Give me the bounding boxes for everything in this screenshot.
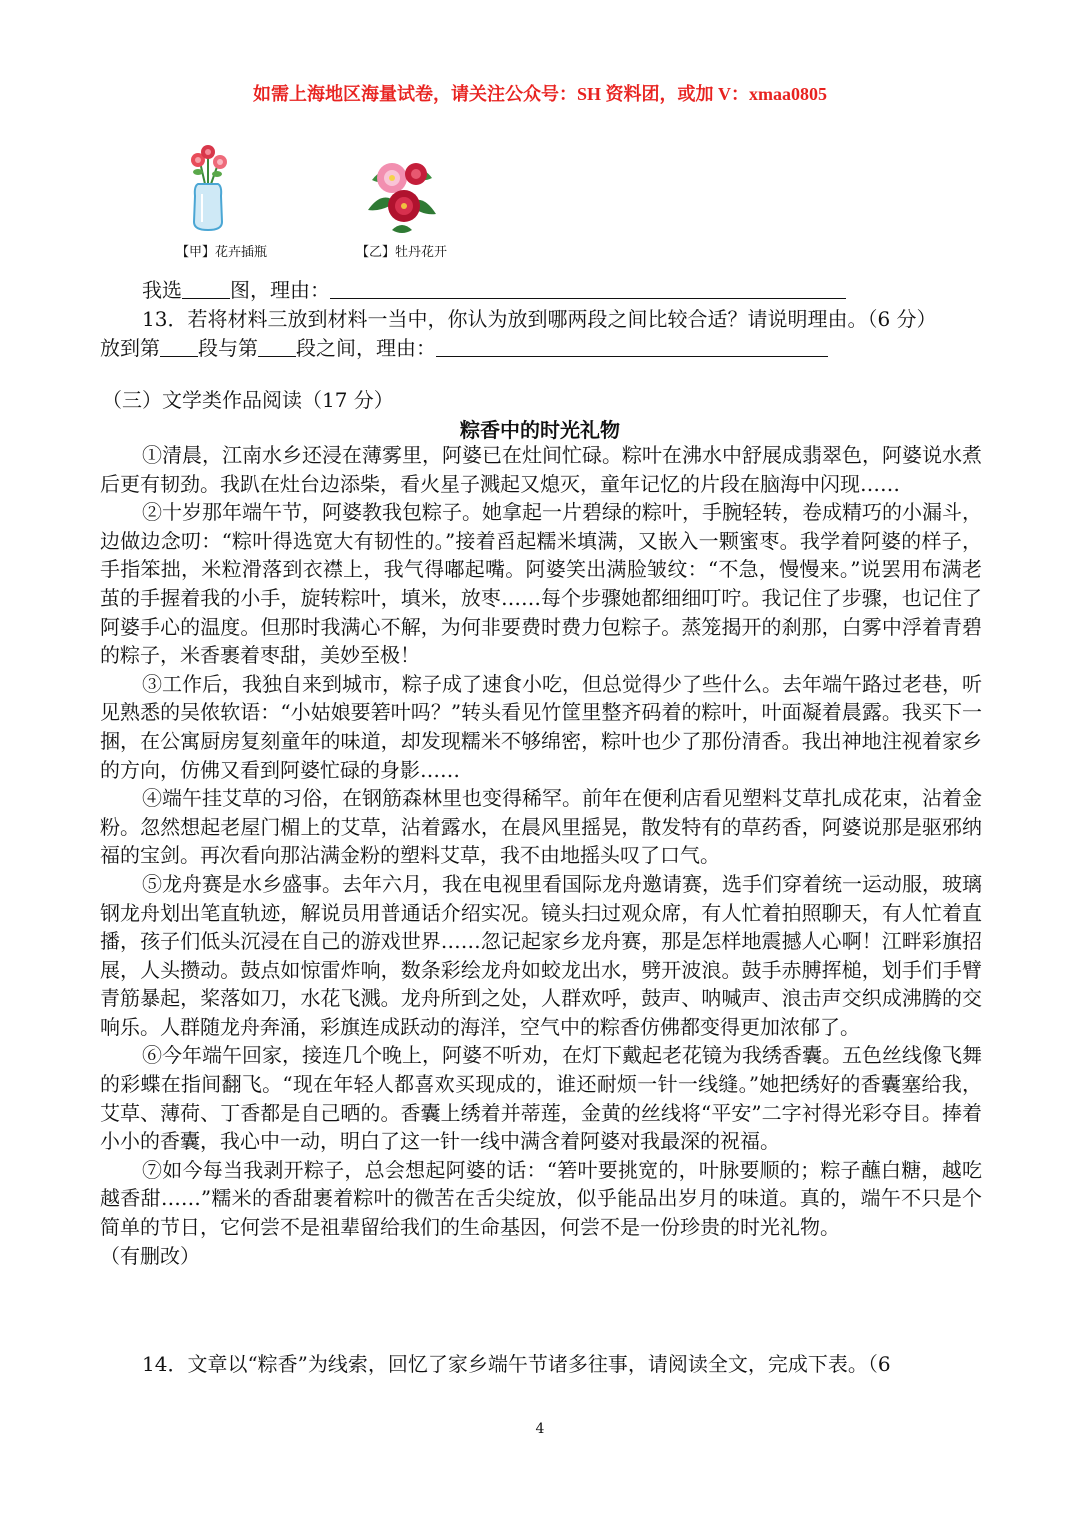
q12-middle: 图，理由： bbox=[230, 278, 330, 302]
section-heading: （三）文学类作品阅读（17 分） bbox=[102, 388, 394, 412]
article-paragraph-3: ③工作后，我独自来到城市，粽子成了速食小吃，但总觉得少了些什么。去年端午路过老巷，听见熟悉的吴侬软语：“小姑娘要箬叶吗？”转头看见竹筐里整齐码着的粽叶，叶面凝着晨露。我买下一捆，在公寓厨房复刻童年的味道，却发现糯米不够绵密，粽叶也少了那份清香。我出神地注视着家乡的方向，仿佛又看到阿婆忙碌的身影…… bbox=[100, 671, 982, 782]
article-paragraph-5: ⑤龙舟赛是水乡盛事。去年六月，我在电视里看国际龙舟邀请赛，选手们穿着统一运动服，玻璃钢龙舟划出笔直轨迹，解说员用普通话介绍实况。镜头扫过观众席，有人忙着拍照聊天，有人忙着直播，孩子们低头沉浸在自己的游戏世界……忽记起家乡龙舟赛，那是怎样地震撼人心啊！江畔彩旗招展，人头攒动。鼓点如惊雷炸响，数条彩绘龙舟如蛟龙出水，劈开波浪。鼓手赤膊挥槌，划手们手臂青筋暴起，桨落如刀，水花飞溅。龙舟所到之处，人群欢呼，鼓声、呐喊声、浪击声交织成沸腾的交响乐。人群随龙舟奔涌，彩旗连成跃动的海洋，空气中的粽香仿佛都变得更加浓郁了。 bbox=[100, 871, 982, 1039]
figure-caption-yi: 【乙】牡丹花开 bbox=[356, 245, 448, 260]
q12-prefix: 我选 bbox=[142, 278, 182, 302]
q12-choice-blank[interactable] bbox=[182, 278, 230, 299]
article-paragraph-6: ⑥今年端午回家，接连几个晚上，阿婆不听劝，在灯下戴起老花镜为我绣香囊。五色丝线像飞舞的彩蝶在指间翻飞。“现在年轻人都喜欢买现成的，谁还耐烦一针一线缝。”她把绣好的香囊塞给我，艾草、薄荷、丁香都是自己晒的。香囊上绣着并蒂莲，金黄的丝线将“平安”二字衬得光彩夺目。捧着小小的香囊，我心中一动，明白了这一针一线中满含着阿婆对我最深的祝福。 bbox=[100, 1043, 982, 1154]
q13-first-blank[interactable] bbox=[160, 336, 198, 357]
article-paragraph-1: ①清晨，江南水乡还浸在薄雾里，阿婆已在灶间忙碌。粽叶在沸水中舒展成翡翠色，阿婆说水煮后更有韧劲。我趴在灶台边添柴，看火星子溅起又熄灭，童年记忆的片段在脑海中闪现…… bbox=[100, 443, 982, 496]
q13-reason-blank[interactable] bbox=[436, 336, 828, 357]
q13-answer-prefix: 放到第 bbox=[100, 336, 160, 360]
figure-caption-jia: 【甲】花卉插瓶 bbox=[176, 245, 268, 260]
q13-second-blank[interactable] bbox=[258, 336, 296, 357]
header-notice: 如需上海地区海量试卷，请关注公众号：SH 资料团，或加 V：xmaa0805 bbox=[252, 84, 827, 104]
article-paragraph-4: ④端午挂艾草的习俗，在钢筋森林里也变得稀罕。前年在便利店看见塑料艾草扎成花束，沾着金粉。忽然想起老屋门楣上的艾草，沾着露水，在晨风里摇晃，散发特有的草药香，阿婆说那是驱邪纳福的宝剑。再次看向那沾满金粉的塑料艾草，我不由地摇头叹了口气。 bbox=[100, 786, 982, 868]
q12-reason-blank[interactable] bbox=[330, 278, 846, 299]
q13-question: 13．若将材料三放到材料一当中，你认为放到哪两段之间比较合适？请说明理由。（6 分） bbox=[142, 307, 937, 331]
page-number: 4 bbox=[535, 1421, 545, 1437]
article-note: （有删改） bbox=[100, 1243, 200, 1268]
q13-answer-mid1: 段与第 bbox=[198, 336, 258, 360]
article-paragraph-2: ②十岁那年端午节，阿婆教我包粽子。她拿起一片碧绿的粽叶，手腕轻转，卷成精巧的小漏斗，边做边念叨：“粽叶得选宽大有韧性的。”接着舀起糯米填满，又嵌入一颗蜜枣。我学着阿婆的样子，手指笨拙，米粒滑落到衣襟上，我气得嘟起嘴。阿婆笑出满脸皱纹：“不急，慢慢来。”说罢用布满老茧的手握着我的小手，旋转粽叶，填米，放枣……每个步骤她都细细叮咛。我记住了步骤，也记住了阿婆手心的温度。但那时我满心不解，为何非要费时费力包粽子。蒸笼揭开的刹那，白雾中浮着青碧的粽子，米香裹着枣甜，美妙至极！ bbox=[100, 500, 982, 668]
article-body bbox=[100, 441, 982, 1270]
article-title: 粽香中的时光礼物 bbox=[460, 418, 620, 442]
q13-answer-line bbox=[100, 332, 828, 361]
peony-bloom-icon bbox=[362, 150, 442, 236]
article-paragraph-7: ⑦如今每当我剥开粽子，总会想起阿婆的话：“箬叶要挑宽的，叶脉要顺的；粽子蘸白糖，越吃越香甜……”糯米的香甜裹着粽叶的微苦在舌尖绽放，似乎能品出岁月的味道。真的，端午不只是个简单的节日，它何尝不是祖辈留给我们的生命基因，何尝不是一份珍贵的时光礼物。 bbox=[100, 1157, 982, 1240]
q12-answer-line bbox=[142, 274, 846, 303]
q14-question: 14．文章以“粽香”为线索，回忆了家乡端午节诸多往事，请阅读全文，完成下表。（6 bbox=[142, 1352, 891, 1376]
flower-vase-icon bbox=[178, 144, 238, 232]
q13-answer-mid2: 段之间，理由： bbox=[296, 336, 436, 360]
